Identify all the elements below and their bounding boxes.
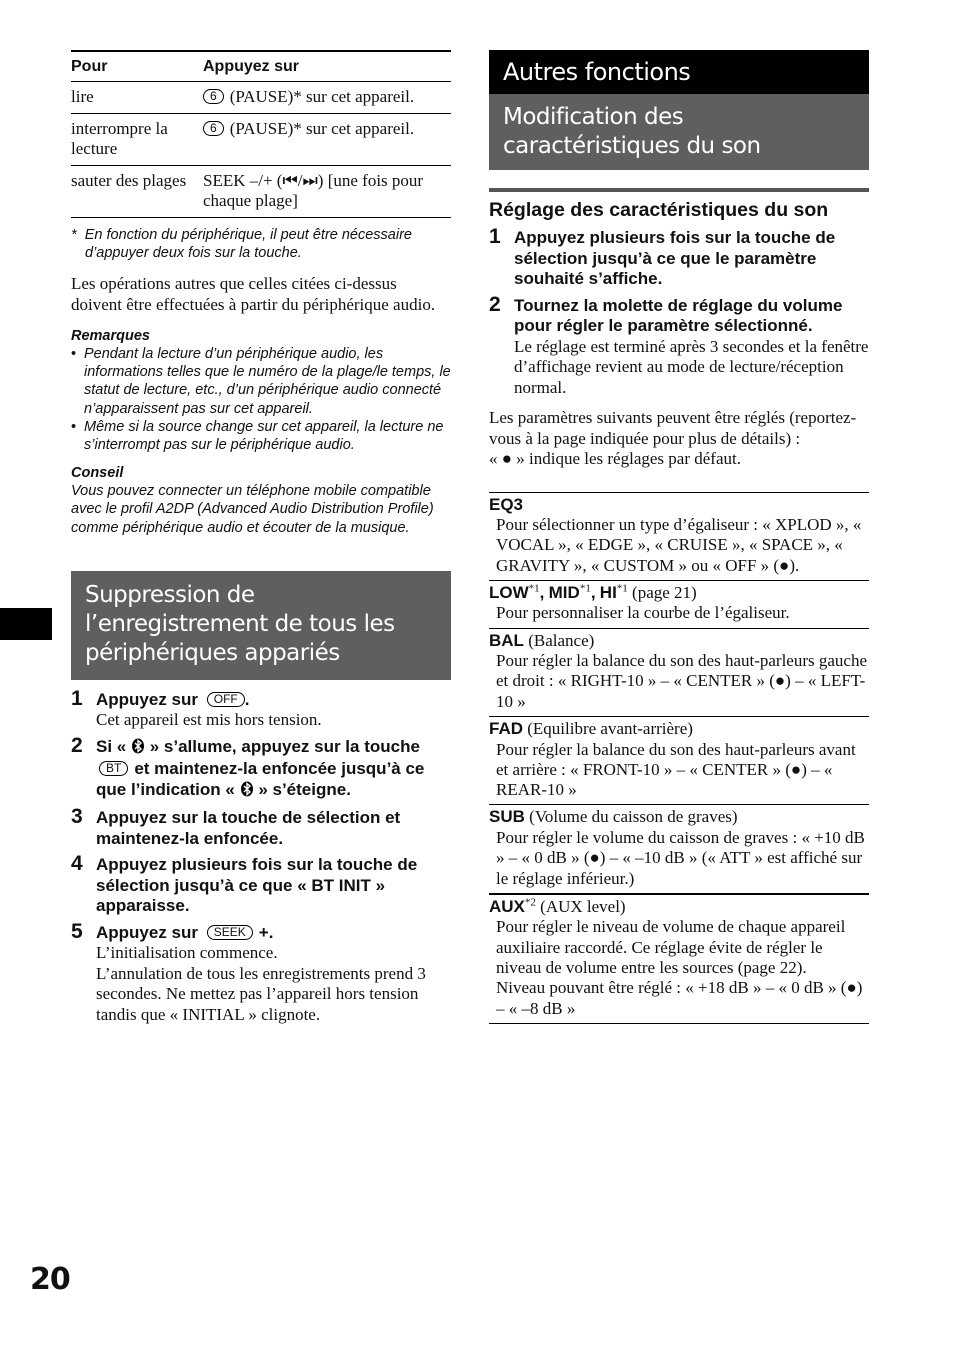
step-number: 2 bbox=[489, 292, 501, 316]
param-extra: (Balance) bbox=[528, 630, 595, 650]
step-text: Appuyez sur bbox=[96, 922, 199, 942]
param-bal bbox=[489, 628, 869, 716]
step-3 bbox=[71, 805, 451, 849]
param-name: AUX bbox=[489, 896, 525, 916]
step-number: 2 bbox=[71, 733, 83, 757]
step-text: et maintenez-la enfoncée jusqu’à ce que l’indication « bbox=[96, 759, 425, 799]
table-row bbox=[71, 114, 451, 166]
param-low-mid-hi bbox=[489, 580, 869, 628]
param-desc: Pour personnaliser la courbe de l’égaliseur. bbox=[496, 603, 790, 623]
param-name: LOW bbox=[489, 582, 529, 602]
step-2 bbox=[71, 733, 451, 803]
step-number: 4 bbox=[71, 852, 83, 876]
modification-banner: Modification des caractéristiques du son bbox=[489, 94, 869, 170]
param-fad bbox=[489, 716, 869, 804]
autres-fonctions-banner: Autres fonctions bbox=[489, 50, 869, 94]
side-tab-marker bbox=[0, 608, 52, 640]
step-text: Appuyez plusieurs fois sur la touche de sélection jusqu’à ce que le paramètre souhaité s’affiche. bbox=[514, 228, 836, 288]
left-column bbox=[71, 50, 451, 1025]
table-cell-text: (PAUSE)* sur cet appareil. bbox=[229, 119, 415, 138]
section-title: Réglage des caractéristiques du son bbox=[489, 199, 829, 221]
table-cell-text: (PAUSE)* sur cet appareil. bbox=[229, 87, 415, 106]
param-desc: Pour régler le niveau de volume de chaque appareil auxiliaire raccordé. Ce réglage évite de régler le niveau de volume entre les sources (page 22). bbox=[496, 917, 846, 977]
param-extra: (AUX level) bbox=[540, 896, 626, 916]
list-item-text: Même si la source change sur cet appareil, la lecture ne s’interrompt pas sur le périphérique audio. bbox=[84, 418, 444, 454]
step-subtext: L’initialisation commence. bbox=[96, 943, 278, 963]
table-cell-action: interrompre la lecture bbox=[71, 114, 203, 166]
footnote-mark: * bbox=[71, 227, 77, 243]
key-6-icon: 6 bbox=[203, 89, 224, 104]
params-list bbox=[489, 492, 869, 1024]
reglage-steps bbox=[489, 225, 869, 398]
param-name: HI bbox=[599, 582, 617, 602]
param-sub bbox=[489, 804, 869, 892]
off-key-icon: OFF bbox=[207, 692, 245, 707]
default-note: « ● » indique les réglages par défaut. bbox=[489, 449, 741, 468]
step-subtext: Le réglage est terminé après 3 secondes et la fenêtre d’affichage revient au mode de lecture/réception normal. bbox=[514, 336, 869, 397]
separator: , bbox=[539, 582, 545, 602]
remarques-list bbox=[71, 345, 451, 454]
step-number: 1 bbox=[71, 686, 83, 710]
conseil-title: Conseil bbox=[71, 465, 124, 482]
footnote-mark: *2 bbox=[524, 896, 536, 909]
suppression-banner: Suppression de l’enregistrement de tous les périphériques appariés bbox=[71, 571, 451, 680]
list-item: • Même si la source change sur cet appareil, la lecture ne s’interrompt pas sur le périphérique audio. bbox=[71, 418, 444, 454]
param-desc: Pour régler la balance du son des haut-parleurs gauche et droit : « RIGHT-10 » – « CENTER » (●) – « LEFT-10 » bbox=[496, 651, 868, 711]
param-desc: Pour sélectionner un type d’égaliseur : « XPLOD », « VOCAL », « EDGE », « CRUISE », « SPACE », « GRAVITY », « CUSTOM » ou « OFF » (●). bbox=[496, 515, 862, 575]
table-footnote bbox=[71, 226, 451, 262]
step-1 bbox=[71, 686, 451, 731]
param-eq3 bbox=[489, 492, 869, 580]
step-subtext: Cet appareil est mis hors tension. bbox=[96, 710, 322, 730]
param-extra: (Volume du caisson de graves) bbox=[529, 807, 738, 827]
footnote-text: En fonction du périphérique, il peut être nécessaire d’appuyer deux fois sur la touche. bbox=[84, 227, 412, 261]
step-subtext: L’annulation de tous les enregistrements prend 3 secondes. Ne mettez pas l’appareil hors tension tandis que « INITIAL » clignote. bbox=[96, 963, 426, 1024]
footnote-mark: *1 bbox=[616, 582, 628, 595]
footnote-mark: *1 bbox=[579, 582, 591, 595]
right-column bbox=[489, 50, 869, 1024]
table-row bbox=[71, 82, 451, 114]
table-header-pour: Pour bbox=[71, 51, 203, 82]
param-extra: (page 21) bbox=[632, 582, 697, 602]
separator: , bbox=[590, 582, 596, 602]
param-desc: Pour régler le volume du caisson de graves : « +10 dB » – « 0 dB » (●) – « –10 dB » (« ATT » est affiché sur le réglage inférieur.) bbox=[496, 827, 865, 888]
step-number: 1 bbox=[489, 225, 501, 248]
step-text: Tournez la molette de réglage du volume pour régler le paramètre sélectionné. bbox=[514, 295, 843, 335]
page-number: 20 bbox=[30, 1262, 70, 1297]
suppression-steps bbox=[71, 686, 451, 1026]
param-name: EQ3 bbox=[489, 494, 524, 514]
param-extra: (Equilibre avant-arrière) bbox=[527, 719, 693, 739]
param-aux bbox=[489, 893, 869, 1023]
bluetooth-icon bbox=[240, 781, 254, 803]
table-cell-action: sauter des plages bbox=[71, 166, 203, 218]
step-text: Appuyez plusieurs fois sur la touche de sélection jusqu’à ce que « BT INIT » apparaisse. bbox=[96, 855, 418, 916]
param-name: SUB bbox=[489, 807, 525, 827]
step-text: Appuyez sur bbox=[96, 689, 199, 709]
operations-table bbox=[71, 50, 451, 218]
table-header-appuyez: Appuyez sur bbox=[203, 51, 451, 82]
table-cell-key bbox=[203, 82, 451, 114]
step-1 bbox=[489, 225, 869, 290]
table-cell-action: lire bbox=[71, 82, 203, 114]
param-name: MID bbox=[548, 582, 580, 602]
step-number: 3 bbox=[71, 805, 83, 829]
footnote-mark: *1 bbox=[528, 582, 540, 595]
bluetooth-icon bbox=[131, 738, 145, 760]
section-rule bbox=[489, 188, 869, 192]
step-number: 5 bbox=[71, 919, 83, 943]
seek-key-icon: SEEK bbox=[207, 925, 253, 940]
bt-key-icon: BT bbox=[99, 761, 128, 776]
intro-paragraph: Les opérations autres que celles citées ci-dessus doivent être effectuées à partir du périphérique audio. bbox=[71, 274, 436, 314]
param-name: FAD bbox=[489, 719, 523, 739]
param-name: BAL bbox=[489, 630, 524, 650]
step-text-end: . bbox=[244, 689, 250, 709]
step-text: » s’allume, appuyez sur la touche bbox=[149, 736, 420, 756]
key-6-icon: 6 bbox=[203, 121, 224, 136]
list-item-text: Pendant la lecture d’un périphérique audio, les informations telles que le numéro de la plage/le temps, le statut de lecture, etc., d’un périphérique audio connecté n’apparaissent pas sur cet appareil. bbox=[84, 346, 451, 417]
param-desc: Niveau pouvant être réglé : « +18 dB » – « 0 dB » (●) – « –8 dB » bbox=[496, 978, 863, 1018]
step-2 bbox=[489, 292, 869, 399]
param-desc: Pour régler la balance du son des haut-parleurs avant et arrière : « FRONT-10 » – « CENTER » (●) – « REAR-10 » bbox=[496, 739, 856, 800]
conseil-text: Vous pouvez connecter un téléphone mobile compatible avec le profil A2DP (Advanced Audio Distribution Profile) comme périphérique audio et écouter de la musique. bbox=[71, 483, 434, 536]
params-end-rule bbox=[489, 1023, 869, 1024]
table-row bbox=[71, 166, 451, 218]
step-4 bbox=[71, 852, 451, 917]
step-text: Si « bbox=[96, 736, 127, 756]
params-intro: Les paramètres suivants peuvent être réglés (reportez-vous à la page indiquée pour plus de détails) : bbox=[489, 408, 857, 448]
step-text-end: +. bbox=[258, 922, 274, 942]
step-text: Appuyez sur la touche de sélection et maintenez-la enfoncée. bbox=[96, 808, 401, 848]
step-text: » s’éteigne. bbox=[258, 779, 351, 799]
table-cell-key bbox=[203, 114, 451, 166]
remarques-title: Remarques bbox=[71, 328, 150, 344]
step-5 bbox=[71, 919, 451, 1026]
list-item: • Pendant la lecture d’un périphérique audio, les informations telles que le numéro de la plage/le temps, le statut de lecture, etc., d’un périphérique audio connecté n’apparaissent pas sur cet appareil. bbox=[71, 346, 451, 417]
table-cell-text: SEEK –/+ (⏮/⏭) [une fois pour chaque plage] bbox=[203, 166, 451, 218]
